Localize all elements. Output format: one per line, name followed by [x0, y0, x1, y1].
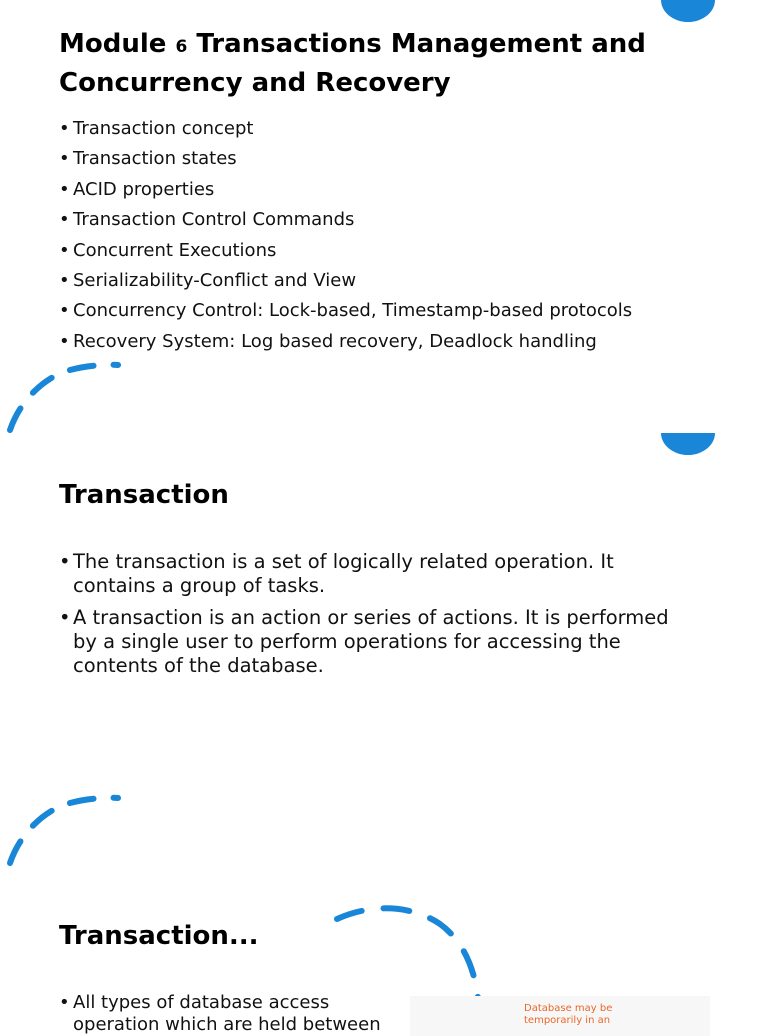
- list-item: • Concurrency Control: Lock-based, Timestamp-based protocols: [59, 296, 632, 326]
- slide-title: Transaction: [59, 480, 229, 510]
- title-topic-line2: Concurrency and Recovery: [59, 68, 451, 98]
- slide-module-overview: [0, 0, 768, 433]
- list-item: • Serializability-Conflict and View: [59, 266, 632, 296]
- list-item: • ACID properties: [59, 175, 632, 205]
- list-item: • Transaction concept: [59, 114, 632, 144]
- slide-transaction: [0, 433, 768, 866]
- list-item: • Recovery System: Log based recovery, Deadlock handling: [59, 327, 632, 357]
- definition-list: [59, 992, 393, 1036]
- diagram-note-box: [410, 996, 710, 1036]
- slide-title: [59, 26, 646, 101]
- dashed-arc-icon: [337, 908, 478, 998]
- topic-list: [59, 114, 632, 357]
- dashed-arc-icon: [10, 798, 118, 863]
- dashed-arc-icon: [10, 365, 118, 430]
- title-topic: Transactions Management and: [196, 29, 646, 59]
- list-item: • The transaction is a set of logically related operation. It contains a group of tasks.: [59, 550, 683, 598]
- slide-title: Transaction...: [59, 921, 259, 951]
- title-word-module: Module: [59, 29, 167, 59]
- corner-half-circle-icon: [661, 433, 715, 455]
- definition-list: [59, 550, 683, 686]
- list-item: • Transaction states: [59, 144, 632, 174]
- list-item: • All types of database access operation which are held between: [59, 992, 393, 1036]
- corner-half-circle-icon: [661, 0, 715, 22]
- list-item: • A transaction is an action or series of actions. It is performed by a single user to perform operations for accessing the contents of the database.: [59, 606, 683, 678]
- list-item: • Transaction Control Commands: [59, 205, 632, 235]
- diagram-note-text: Database may be temporarily in an: [524, 1003, 613, 1026]
- list-item: • Concurrent Executions: [59, 236, 632, 266]
- title-module-number: 6: [175, 37, 188, 57]
- slide-transaction-continued: [0, 866, 768, 1035]
